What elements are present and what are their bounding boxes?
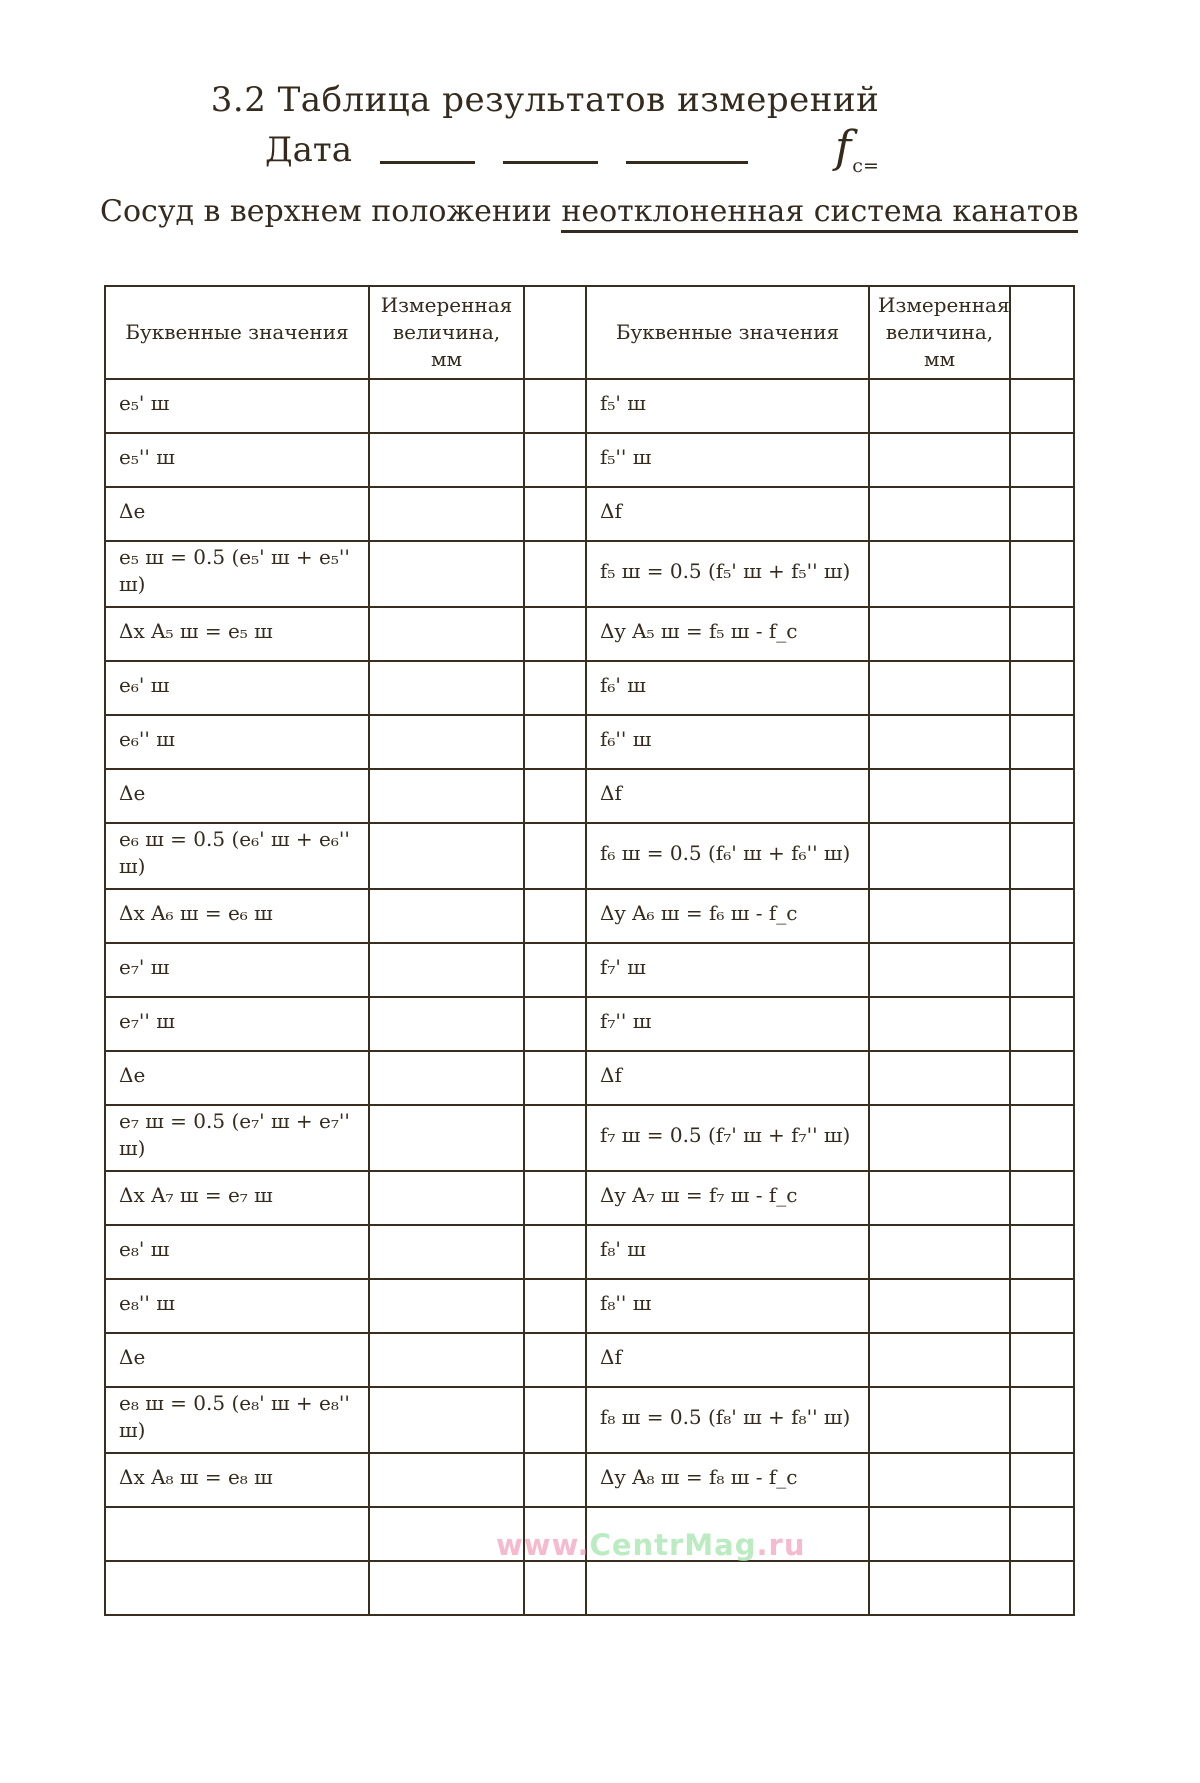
letter-value-cell-left: e₅' ш [105,379,369,433]
letter-value-cell-right: f₇ ш = 0.5 (f₇' ш + f₇'' ш) [586,1105,869,1171]
spare-cell-right [1010,889,1074,943]
spare-cell-left [524,997,586,1051]
measured-value-cell-left [369,1507,524,1561]
letter-value-cell-right: f₆'' ш [586,715,869,769]
letter-value-cell-left: e₅ ш = 0.5 (e₅' ш + e₅'' ш) [105,541,369,607]
letter-value-cell-right: Δy A₆ ш = f₆ ш - f_c [586,889,869,943]
spare-cell-left [524,1051,586,1105]
table-row [105,1105,1074,1171]
table-header-row [105,286,1074,379]
letter-value-cell-left: e₇' ш [105,943,369,997]
letter-value-cell-left: Δe [105,1333,369,1387]
measured-value-cell-left [369,1453,524,1507]
table-row [105,1387,1074,1453]
measured-value-cell-left [369,715,524,769]
table-row [105,889,1074,943]
document-page [0,80,1200,1783]
spare-cell-left [524,889,586,943]
measured-value-cell-left [369,889,524,943]
letter-value-cell-left: Δe [105,487,369,541]
table-row [105,607,1074,661]
spare-cell-left [524,1387,586,1453]
measured-value-cell-left [369,1051,524,1105]
spare-cell-left [524,823,586,889]
letter-value-cell-left [105,1561,369,1615]
measured-value-cell-left [369,1171,524,1225]
spare-cell-left [524,1453,586,1507]
measured-value-cell-left [369,541,524,607]
measured-value-cell-left [369,433,524,487]
measured-value-cell-right [869,379,1010,433]
table-row [105,715,1074,769]
spare-cell-left [524,1171,586,1225]
letter-value-cell-right: Δf [586,769,869,823]
table-row [105,1333,1074,1387]
spare-cell-left [524,661,586,715]
letter-value-cell-left: e₈' ш [105,1225,369,1279]
letter-value-cell-right: Δy A₈ ш = f₈ ш - f_c [586,1453,869,1507]
spare-cell-right [1010,661,1074,715]
table-row [105,1171,1074,1225]
spare-cell-left [524,769,586,823]
letter-value-cell-right: f₇'' ш [586,997,869,1051]
measured-value-cell-right [869,1171,1010,1225]
column-header-measured-left: Измеренная величина, мм [369,286,524,379]
spare-cell-right [1010,1225,1074,1279]
date-label: Дата [265,130,352,170]
table-row [105,997,1074,1051]
table-row [105,661,1074,715]
column-header-spare-left [524,286,586,379]
table-row [105,943,1074,997]
measured-value-cell-right [869,1507,1010,1561]
measured-value-cell-right [869,607,1010,661]
letter-value-cell-left: e₈ ш = 0.5 (e₈' ш + e₈'' ш) [105,1387,369,1453]
results-table [104,285,1075,1616]
spare-cell-right [1010,541,1074,607]
spare-cell-right [1010,433,1074,487]
letter-value-cell-right: f₈'' ш [586,1279,869,1333]
measured-value-cell-right [869,1387,1010,1453]
page-title: 3.2 Таблица результатов измерений [210,80,880,120]
spare-cell-right [1010,379,1074,433]
letter-value-cell-right: Δy A₇ ш = f₇ ш - f_c [586,1171,869,1225]
table-row [105,1453,1074,1507]
date-line [100,122,990,184]
spare-cell-left [524,1225,586,1279]
measured-value-cell-left [369,487,524,541]
spare-cell-left [524,1279,586,1333]
document-header [100,80,990,184]
measured-value-cell-right [869,1279,1010,1333]
letter-value-cell-right: Δy A₅ ш = f₅ ш - f_c [586,607,869,661]
spare-cell-left [524,607,586,661]
letter-value-cell-left: Δx A₆ ш = e₆ ш [105,889,369,943]
letter-value-cell-left: e₇ ш = 0.5 (e₇' ш + e₇'' ш) [105,1105,369,1171]
table-row [105,541,1074,607]
letter-value-cell-right: f₅'' ш [586,433,869,487]
watermark-www: www. [496,1528,590,1562]
measured-value-cell-right [869,487,1010,541]
measured-value-cell-right [869,823,1010,889]
table-row [105,487,1074,541]
spare-cell-left [524,1507,586,1561]
measured-value-cell-right [869,769,1010,823]
spare-cell-left [524,1333,586,1387]
spare-cell-right [1010,1105,1074,1171]
table-row [105,1507,1074,1561]
subtitle-plain-text: Сосуд в верхнем положении [100,194,562,229]
column-header-measured-right: Измеренная величина, мм [869,286,1010,379]
letter-value-cell-right: f₅ ш = 0.5 (f₅' ш + f₅'' ш) [586,541,869,607]
table-header [105,286,1074,379]
spare-cell-right [1010,487,1074,541]
measured-value-cell-right [869,1105,1010,1171]
spare-cell-left [524,487,586,541]
letter-value-cell-left: e₆' ш [105,661,369,715]
measured-value-cell-right [869,943,1010,997]
spare-cell-right [1010,943,1074,997]
letter-value-cell-right: f₈ ш = 0.5 (f₈' ш + f₈'' ш) [586,1387,869,1453]
spare-cell-right [1010,607,1074,661]
spare-cell-right [1010,1561,1074,1615]
spare-cell-right [1010,1333,1074,1387]
fc-subscript: c= [852,154,879,177]
section-subtitle [100,194,1200,229]
measured-value-cell-right [869,1561,1010,1615]
measured-value-cell-left [369,379,524,433]
letter-value-cell-left: e₆ ш = 0.5 (e₆' ш + e₆'' ш) [105,823,369,889]
measured-value-cell-left [369,769,524,823]
letter-value-cell-right [586,1507,869,1561]
column-header-letter-right: Буквенные значения [586,286,869,379]
spare-cell-right [1010,769,1074,823]
measured-value-cell-left [369,823,524,889]
fc-base: f [835,122,852,173]
letter-value-cell-left: Δx A₈ ш = e₈ ш [105,1453,369,1507]
spare-cell-left [524,1561,586,1615]
letter-value-cell-left: Δx A₅ ш = e₅ ш [105,607,369,661]
spare-cell-right [1010,997,1074,1051]
fc-symbol [835,122,879,177]
letter-value-cell-left: e₈'' ш [105,1279,369,1333]
measured-value-cell-left [369,997,524,1051]
letter-value-cell-left: e₆'' ш [105,715,369,769]
date-blank-month [503,130,598,164]
spare-cell-right [1010,1171,1074,1225]
date-blank-day [380,130,475,164]
measured-value-cell-right [869,1333,1010,1387]
measured-value-cell-left [369,1333,524,1387]
table-row [105,823,1074,889]
measured-value-cell-left [369,661,524,715]
spare-cell-right [1010,823,1074,889]
measured-value-cell-right [869,997,1010,1051]
measured-value-cell-left [369,607,524,661]
letter-value-cell-right: f₆ ш = 0.5 (f₆' ш + f₆'' ш) [586,823,869,889]
letter-value-cell-left: e₅'' ш [105,433,369,487]
spare-cell-left [524,541,586,607]
spare-cell-left [524,943,586,997]
measured-value-cell-left [369,1105,524,1171]
letter-value-cell-left [105,1507,369,1561]
table-row [105,1051,1074,1105]
table-row [105,769,1074,823]
letter-value-cell-right: Δf [586,1333,869,1387]
measured-value-cell-right [869,433,1010,487]
measured-value-cell-left [369,1225,524,1279]
measured-value-cell-left [369,1561,524,1615]
column-header-letter-left: Буквенные значения [105,286,369,379]
measured-value-cell-right [869,541,1010,607]
letter-value-cell-right: f₅' ш [586,379,869,433]
letter-value-cell-left: Δe [105,769,369,823]
spare-cell-right [1010,1387,1074,1453]
letter-value-cell-left: e₇'' ш [105,997,369,1051]
measured-value-cell-right [869,661,1010,715]
spare-cell-right [1010,1453,1074,1507]
letter-value-cell-right [586,1561,869,1615]
spare-cell-left [524,1105,586,1171]
table-row [105,433,1074,487]
column-header-spare-right [1010,286,1074,379]
letter-value-cell-right: Δf [586,487,869,541]
spare-cell-right [1010,715,1074,769]
table-row [105,1279,1074,1333]
spare-cell-right [1010,1507,1074,1561]
spare-cell-left [524,715,586,769]
measured-value-cell-right [869,1051,1010,1105]
measured-value-cell-right [869,1225,1010,1279]
letter-value-cell-left: Δx A₇ ш = e₇ ш [105,1171,369,1225]
measured-value-cell-right [869,1453,1010,1507]
measured-value-cell-right [869,889,1010,943]
measured-value-cell-left [369,1279,524,1333]
table-row [105,1561,1074,1615]
letter-value-cell-right: f₆' ш [586,661,869,715]
letter-value-cell-left: Δe [105,1051,369,1105]
spare-cell-left [524,433,586,487]
letter-value-cell-right: f₈' ш [586,1225,869,1279]
watermark-ru: .ru [756,1528,806,1562]
table-body [105,379,1074,1615]
watermark-centrmag: CentrMag [589,1528,757,1562]
subtitle-underlined-text: неотклоненная система канатов [561,194,1078,233]
letter-value-cell-right: Δf [586,1051,869,1105]
table-row [105,1225,1074,1279]
spare-cell-right [1010,1051,1074,1105]
letter-value-cell-right: f₇' ш [586,943,869,997]
date-blank-year [626,130,748,164]
spare-cell-right [1010,1279,1074,1333]
measured-value-cell-left [369,943,524,997]
table-row [105,379,1074,433]
measured-value-cell-left [369,1387,524,1453]
measured-value-cell-right [869,715,1010,769]
spare-cell-left [524,379,586,433]
